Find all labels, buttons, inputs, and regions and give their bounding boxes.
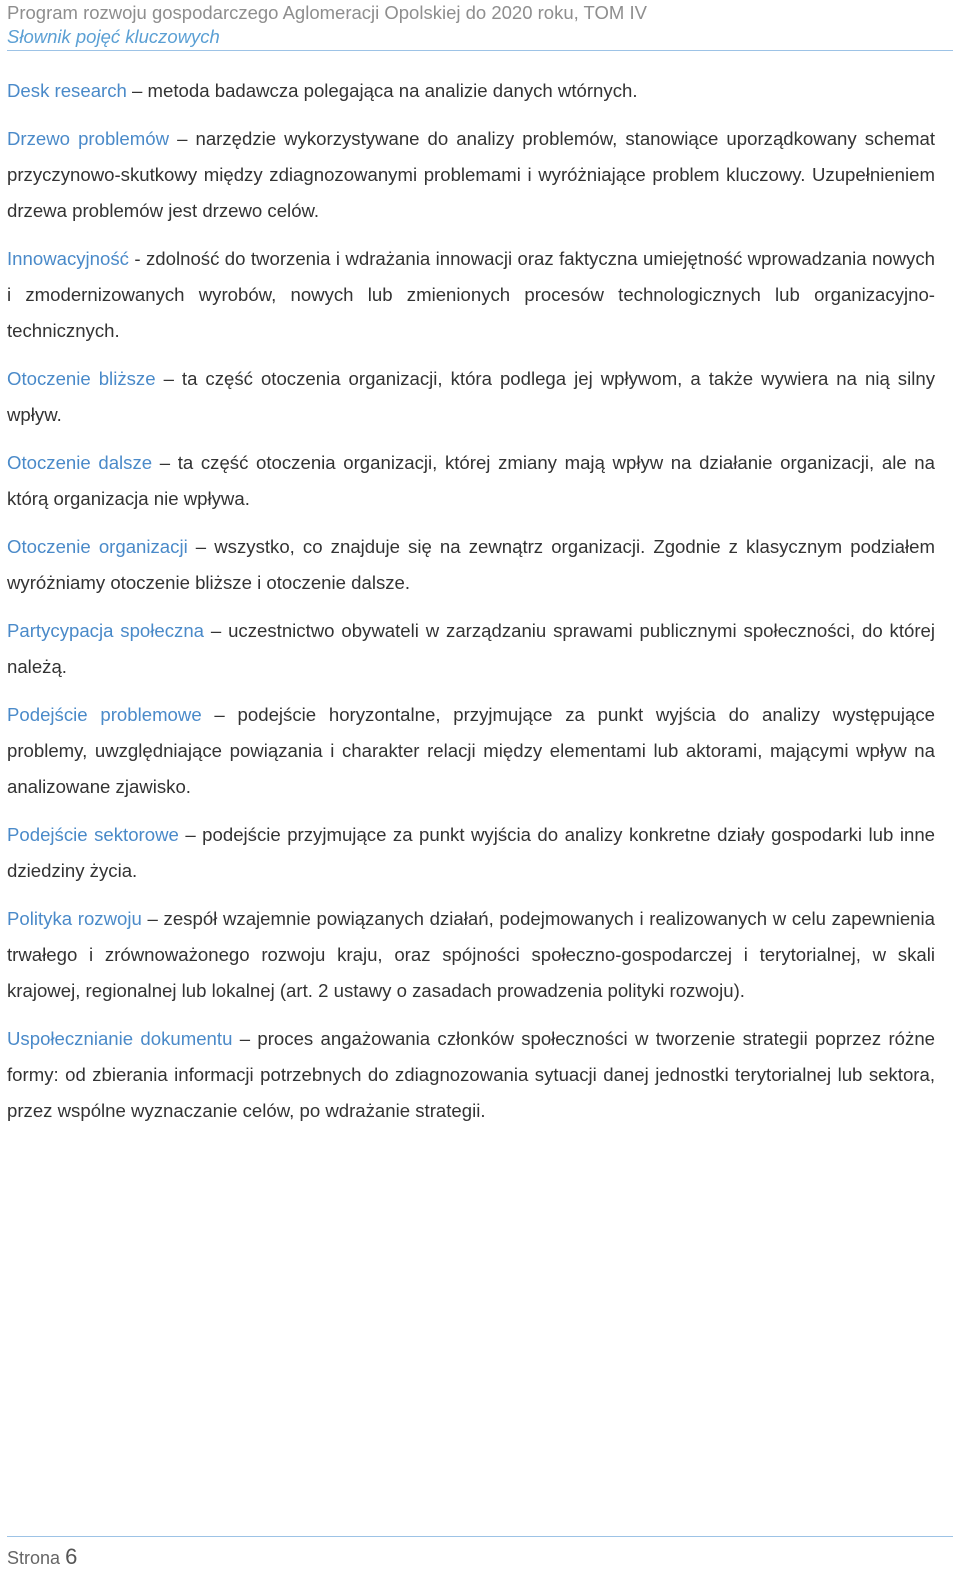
glossary-entry-otoczenie-organizacji xyxy=(7,529,935,601)
glossary-definition: – podejście przyjmujące za punkt wyjścia do analizy konkretne działy gospodarki lub inne dziedziny życia. xyxy=(7,824,936,881)
glossary-term: Podejście sektorowe xyxy=(7,824,179,845)
glossary-term: Otoczenie organizacji xyxy=(7,536,188,557)
glossary-term: Desk research xyxy=(7,80,127,101)
page-header xyxy=(7,0,953,48)
header-divider xyxy=(7,50,953,51)
glossary-definition: – zespół wzajemnie powiązanych działań, podejmowanych i realizowanych w celu zapewnienia trwałego i zrównoważonego rozwoju kraju, oraz spójności społeczno-gospodarczej i terytorialnej, w skali krajowej, regionalnej lub lokalnej (art. 2 ustawy o zasadach prowadzenia polityki rozwoju). xyxy=(7,908,935,1001)
page-footer xyxy=(7,1544,77,1570)
glossary-definition: – uczestnictwo obywateli w zarządzaniu sprawami publicznymi społeczności, do której należą. xyxy=(7,620,935,677)
glossary-term: Podejście problemowe xyxy=(7,704,202,725)
section-subtitle: Słownik pojęć kluczowych xyxy=(7,26,220,47)
glossary-term: Innowacyjność xyxy=(7,248,129,269)
glossary-definition: – proces angażowania członków społeczności w tworzenie strategii poprzez różne formy: od zbierania informacji potrzebnych do zdiagnozowania sytuacji danej jednostki terytorialnej lub sektora, przez wspólne wyznaczanie celów, po wdrażanie strategii. xyxy=(7,1028,936,1121)
glossary-entry-podejscie-problemowe xyxy=(7,697,935,805)
glossary-term: Polityka rozwoju xyxy=(7,908,142,929)
glossary-entry-otoczenie-blizsze xyxy=(7,361,935,433)
page-label: Strona xyxy=(7,1548,61,1568)
glossary-entry-drzewo-problemow xyxy=(7,121,935,229)
glossary-entry-podejscie-sektorowe xyxy=(7,817,935,889)
glossary-definition: – podejście horyzontalne, przyjmujące za punkt wyjścia do analizy występujące problemy, uwzględniające powiązania i charakter relacji między elementami lub aktorami, mającymi wpływ na analizowane zjawisko. xyxy=(7,704,935,797)
glossary-entry-otoczenie-dalsze xyxy=(7,445,935,517)
footer-divider xyxy=(7,1536,953,1537)
glossary-term: Uspołecznianie dokumentu xyxy=(7,1028,233,1049)
document-title: Program rozwoju gospodarczego Aglomeracji Opolskiej do 2020 roku, TOM IV xyxy=(7,2,647,23)
glossary-definition: – narzędzie wykorzystywane do analizy problemów, stanowiące uporządkowany schemat przyczynowo-skutkowy między zdiagnozowanymi problemami i wyróżniające problem kluczowy. Uzupełnieniem drzewa problemów jest drzewo celów. xyxy=(7,128,935,221)
glossary-term: Otoczenie dalsze xyxy=(7,452,153,473)
glossary-entry-desk-research xyxy=(7,73,935,109)
page-number: 6 xyxy=(65,1544,78,1569)
glossary-definition: – wszystko, co znajduje się na zewnątrz organizacji. Zgodnie z klasycznym podziałem wyróżniamy otoczenie bliższe i otoczenie dalsze. xyxy=(7,536,935,593)
glossary-term: Drzewo problemów xyxy=(7,128,170,149)
glossary-definition: – ta część otoczenia organizacji, której zmiany mają wpływ na działanie organizacji, ale na którą organizacja nie wpływa. xyxy=(7,452,935,509)
glossary-entry-partycypacja-spoleczna xyxy=(7,613,935,685)
glossary-definition: – ta część otoczenia organizacji, która podlega jej wpływom, a także wywiera na nią silny wpływ. xyxy=(7,368,935,425)
glossary-entry-polityka-rozwoju xyxy=(7,901,935,1009)
glossary-content xyxy=(7,73,935,1141)
glossary-entry-uspolecznianie-dokumentu xyxy=(7,1021,935,1129)
glossary-definition: – metoda badawcza polegająca na analizie danych wtórnych. xyxy=(126,80,638,101)
glossary-definition: - zdolność do tworzenia i wdrażania innowacji oraz faktyczna umiejętność wprowadzania nowych i zmodernizowanych wyrobów, nowych lub zmienionych procesów technologicznych lub organizacyjno-technicznych. xyxy=(7,248,935,341)
glossary-term: Otoczenie bliższe xyxy=(7,368,156,389)
glossary-term: Partycypacja społeczna xyxy=(7,620,205,641)
glossary-entry-innowacyjnosc xyxy=(7,241,935,349)
